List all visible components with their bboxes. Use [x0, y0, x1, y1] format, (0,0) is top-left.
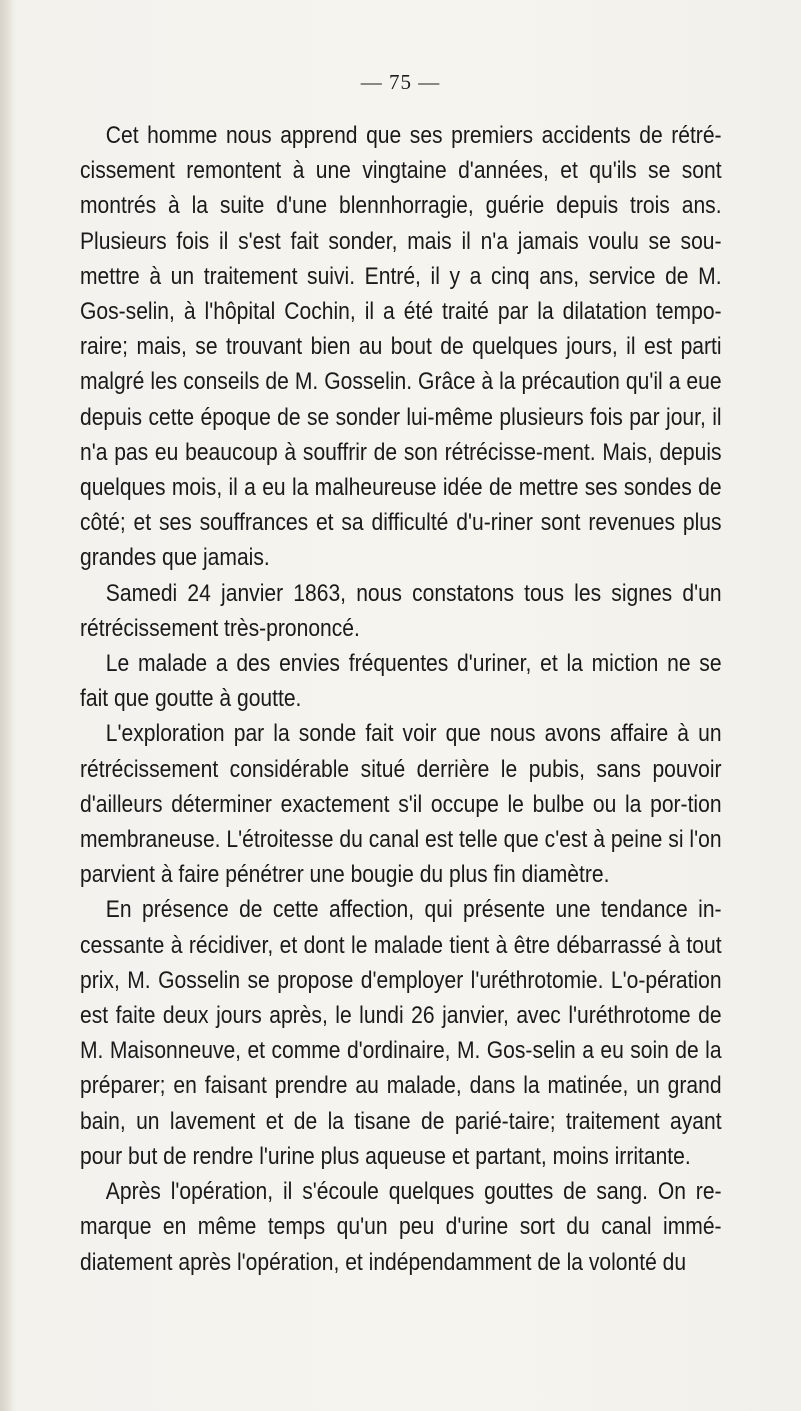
paragraph-symptoms: Le malade a des envies fréquentes d'uriner, et la miction ne se fait que goutte à goutte.: [80, 650, 722, 713]
body-text: [80, 118, 722, 1280]
paragraph-operation: En présence de cette affection, qui présente une tendance in-cessante à récidiver, et dont le malade tient à être débarrassé à tout prix, M. Gosselin se propose d'employer l'uréthrotomie. L'o-pération est faite deux jours après, le lundi 26 janvier, avec l'uréthrotome de M. Maisonneuve, et comme d'ordinaire, M. Gos-selin a eu soin de la préparer; en faisant prendre au malade, dans la matinée, un grand bain, un lavement et de la tisane de parié-taire; traitement ayant pour but de rendre l'urine plus aqueuse et partant, moins irritante.: [80, 896, 722, 1170]
paragraph-history: Cet homme nous apprend que ses premiers accidents de rétré-cissement remontent à une vingtaine d'années, et qu'ils se sont montrés à la suite d'une blennhorragie, guérie depuis trois ans. Plusieurs fois il s'est fait sonder, mais il n'a jamais voulu se sou-mettre à un traitement suivi. Entré, il y a cinq ans, service de M. Gos-selin, à l'hôpital Cochin, il a été traité par la dilatation tempo-raire; mais, se trouvant bien au bout de quelques jours, il est parti malgré les conseils de M. Gosselin. Grâce à la précaution qu'il a eue depuis cette époque de se sonder lui-même plusieurs fois par jour, il n'a pas eu beaucoup à souffrir de son rétrécisse-ment. Mais, depuis quelques mois, il a eu la malheureuse idée de mettre ses sondes de côté; et ses souffrances et sa difficulté d'u-riner sont revenues plus grandes que jamais.: [80, 122, 722, 572]
page-gutter-shadow: [0, 0, 14, 1411]
paragraph-exploration: L'exploration par la sonde fait voir que nous avons affaire à un rétrécissement considérable situé derrière le pubis, sans pouvoir d'ailleurs déterminer exactement s'il occupe le bulbe ou la por-tion membraneuse. L'étroitesse du canal est telle que c'est à peine si l'on parvient à faire pénétrer une bougie du plus fin diamètre.: [80, 720, 722, 889]
paragraph-examination-date: Samedi 24 janvier 1863, nous constatons tous les signes d'un rétrécissement très-prononcé.: [80, 579, 722, 642]
paragraph-post-operation: Après l'opération, il s'écoule quelques gouttes de sang. On re-marque en même temps qu'un peu d'urine sort du canal immé-diatement après l'opération, et indépendamment de la volonté du: [80, 1178, 722, 1276]
page-number: — 75 —: [360, 70, 441, 94]
